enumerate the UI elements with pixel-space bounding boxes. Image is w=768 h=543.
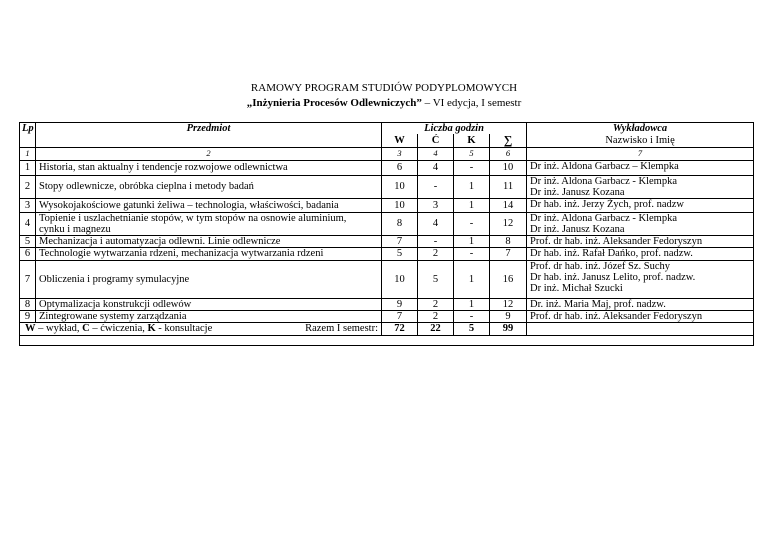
row-hours-k: - [454,160,490,175]
row-hours-k: - [454,310,490,322]
header-lp: Lp [20,123,36,148]
lecturer-name: Prof. dr hab. inż. Józef Sz. Suchy [530,260,671,272]
empty-cell [20,335,754,345]
subject-line: Mechanizacja i automatyzacja odlewni. Linie odlewnicze [39,235,281,247]
row-hours-sum: 12 [490,212,527,235]
row-hours-sum: 14 [490,198,527,212]
row-lp: 3 [20,198,36,212]
row-subject [36,235,382,247]
row-hours-c: 3 [418,198,454,212]
col-number: 2 [36,147,382,160]
table-row [20,260,754,298]
legend-k: K [147,323,156,334]
lecturer-name: Dr inż. Aldona Garbacz - Klempka [530,212,677,224]
row-subject [36,298,382,310]
table-row [20,212,754,235]
legend-k-text: - konsultacje [155,323,213,334]
col-number: 6 [490,147,527,160]
row-hours-k: 1 [454,175,490,198]
table-row [20,198,754,212]
header-subject: Przedmiot [36,123,382,148]
lecturer-name: Dr inż. Janusz Kozana [530,223,625,235]
row-lp: 5 [20,235,36,247]
empty-cell [527,322,754,335]
row-lecturers [527,260,754,298]
subject-line: Topienie i uszlachetnianie stopów, w tym stopów na osnowie aluminium, [39,212,347,224]
lecturer-name: Dr hab. inż. Rafał Dańko, prof. nadzw. [530,247,693,259]
row-hours-c: - [418,235,454,247]
row-hours-sum: 8 [490,235,527,247]
total-sum: 99 [490,322,527,335]
total-label: Razem I semestr: [305,323,378,334]
row-hours-c: 2 [418,298,454,310]
row-hours-sum: 16 [490,260,527,298]
lecturer-name: Prof. dr hab. inż. Aleksander Fedoryszyn [530,235,703,247]
row-hours-k: 1 [454,298,490,310]
table-row [20,175,754,198]
lecturer-name: Dr inż. Michał Szucki [530,282,623,294]
row-hours-k: 1 [454,235,490,247]
subject-line: Technologie wytwarzania rdzeni, mechanizacja wytwarzania rdzeni [39,248,324,259]
totals-row [20,322,754,335]
row-hours-sum: 12 [490,298,527,310]
row-lecturers [527,212,754,235]
legend-c-text: – ćwiczenia, [89,323,148,334]
row-lecturers [527,310,754,322]
row-lp: 2 [20,175,36,198]
subject-line: Obliczenia i programy symulacyjne [39,273,190,285]
table-row [20,310,754,322]
row-hours-k: - [454,247,490,260]
subject-line: Wysokojakościowe gatunki żeliwa – technologia, właściwości, badania [39,199,339,211]
table-row [20,247,754,260]
row-hours-sum: 7 [490,247,527,260]
row-subject [36,198,382,212]
subject-line: Optymalizacja konstrukcji odlewów [39,298,192,310]
row-lecturers [527,298,754,310]
row-hours-w: 10 [382,175,418,198]
row-lp: 6 [20,247,36,260]
row-lp: 1 [20,160,36,175]
row-lecturers [527,235,754,247]
legend-w: W [25,323,36,334]
program-name: „Inżynieria Procesów Odlewniczych” [246,97,422,109]
row-subject [36,260,382,298]
legend-c: Ć [82,323,90,334]
column-number-row [20,147,754,160]
col-number: 5 [454,147,490,160]
row-subject [36,160,382,175]
header-sum: ∑ [490,134,527,147]
row-hours-k: 1 [454,260,490,298]
row-hours-w: 10 [382,260,418,298]
row-lp: 9 [20,310,36,322]
lecturer-name: Dr inż. Aldona Garbacz – Klempka [530,160,679,172]
table-row [20,298,754,310]
total-c: 22 [418,322,454,335]
row-hours-c: 2 [418,310,454,322]
edition-info: – VI edycja, I semestr [421,97,522,109]
row-hours-k: - [454,212,490,235]
row-hours-w: 7 [382,310,418,322]
row-subject [36,310,382,322]
row-lecturers [527,175,754,198]
row-lecturers [527,247,754,260]
col-number: 4 [418,147,454,160]
legend-cell [20,322,382,335]
row-lecturers [527,160,754,175]
header-lecturer: Wykładowca [527,123,754,135]
row-hours-c: 4 [418,212,454,235]
lecturer-name: Dr hab. inż. Janusz Lelito, prof. nadzw. [530,271,696,283]
row-hours-c: - [418,175,454,198]
row-lp: 7 [20,260,36,298]
lecturer-name: Dr inż. Janusz Kozana [530,186,625,198]
lecturer-name: Prof. dr hab. inż. Aleksander Fedoryszyn [530,310,703,322]
row-lp: 4 [20,212,36,235]
col-number: 3 [382,147,418,160]
row-hours-w: 9 [382,298,418,310]
row-subject [36,247,382,260]
col-number: 1 [20,147,36,160]
table-row [20,160,754,175]
legend [23,323,212,334]
row-hours-w: 5 [382,247,418,260]
row-hours-k: 1 [454,198,490,212]
subject-line: Historia, stan aktualny i tendencje rozwojowe odlewnictwa [39,162,288,173]
row-hours-w: 8 [382,212,418,235]
total-w: 72 [382,322,418,335]
subject-line: Zintegrowane systemy zarządzania [39,310,187,322]
table-row [20,235,754,247]
lecturer-name: Dr hab. inż. Jerzy Żych, prof. nadzw [530,198,684,210]
header-w: W [382,134,418,147]
row-hours-w: 10 [382,198,418,212]
row-subject [36,212,382,235]
lecturer-name: Dr inż. Aldona Garbacz - Klempka [530,175,677,187]
header-k: K [454,134,490,147]
row-hours-sum: 10 [490,160,527,175]
row-hours-w: 6 [382,160,418,175]
lecturer-name: Dr. inż. Maria Maj, prof. nadzw. [530,298,666,310]
header-c: Ć [418,134,454,147]
col-number: 7 [527,147,754,160]
header-name: Nazwisko i Imię [527,134,754,147]
row-hours-c: 5 [418,260,454,298]
subject-line: cynku i magnezu [39,223,111,235]
row-hours-sum: 9 [490,310,527,322]
total-k: 5 [454,322,490,335]
row-subject [36,175,382,198]
row-lp: 8 [20,298,36,310]
row-hours-w: 7 [382,235,418,247]
program-table [19,122,754,346]
row-lecturers [527,198,754,212]
row-hours-c: 2 [418,247,454,260]
document-title: RAMOWY PROGRAM STUDIÓW PODYPLOMOWYCH [250,82,518,94]
legend-w-text: – wykład, [35,323,83,334]
row-hours-c: 4 [418,160,454,175]
header-hours: Liczba godzin [382,123,527,135]
subject-line: Stopy odlewnicze, obróbka cieplna i metody badań [39,181,254,192]
empty-row [20,335,754,345]
document-subtitle [0,97,768,109]
row-hours-sum: 11 [490,175,527,198]
